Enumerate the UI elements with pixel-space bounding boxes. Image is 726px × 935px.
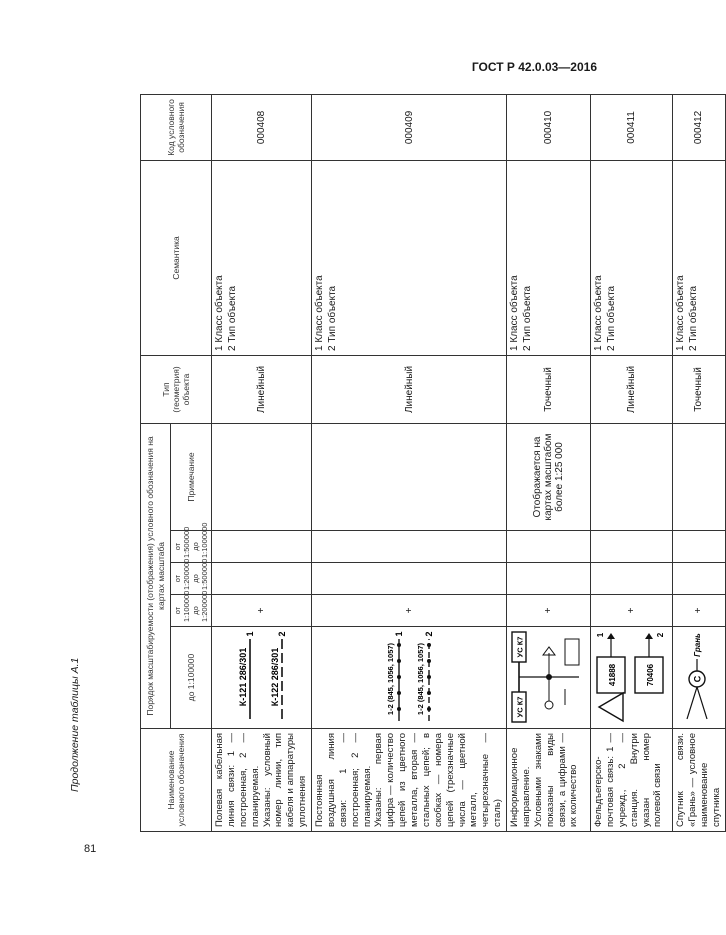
row-name: Постоянная воздушная линия связи: 1 — построенная; 2 — планируемая. Указаны: первая цифра — количество цепей из цветного металла, вторая — стальных цепей; в скобках — номера цепей (трехзначные числа — цветной металл, четырехзначные — сталь): [312, 729, 507, 832]
row-semantics: [212, 160, 312, 355]
mark-1m: [591, 531, 673, 563]
row-code: 000411: [591, 94, 673, 160]
row-code: 000408: [212, 94, 312, 160]
row-semantics: [591, 160, 673, 355]
row-semantics: [673, 160, 726, 355]
symbol-num-2: 2: [423, 631, 434, 638]
row-note: Отображается на картах масштабом более 1:25 000: [507, 423, 591, 530]
header-name: Наименование условного обозначения: [141, 729, 212, 832]
semantics-line-1: 1 Класс объекта: [593, 275, 604, 351]
info-direction-symbol: [507, 627, 591, 729]
row-code: 000409: [312, 94, 507, 160]
semantics-line-2: 2 Тип объекта: [226, 285, 238, 351]
row-name: Фельдъегерско-почтовая связь: 1 — учрежд., 2 — станция. Внутри указан номер полевой связи: [591, 729, 673, 832]
header-scale-500k: от 1:200000 до 1:500000: [171, 563, 212, 595]
courier-mail-symbol: [591, 627, 673, 729]
header-code: Код условного обозначения: [141, 94, 212, 160]
symbol-num-2: 2: [277, 631, 287, 638]
semantics-line-1: 1 Класс объекта: [214, 275, 225, 351]
row-code: 000412: [673, 94, 726, 160]
header-scale-200k: от 1:100000 до 1:200000: [171, 595, 212, 627]
symbol-num-1: 1: [596, 633, 605, 638]
document-code: ГОСТ Р 42.0.03—2016: [471, 60, 597, 74]
table-row: [673, 94, 726, 831]
mark-500k: [673, 563, 726, 595]
symbol-label-1: К-121 286/301: [238, 648, 248, 707]
row-note: [591, 423, 673, 530]
page-number: 81: [84, 843, 97, 855]
symbol-box-2: УС К7: [515, 637, 525, 658]
mark-200k: +: [212, 595, 312, 627]
header-scale-100k: до 1:100000: [171, 627, 212, 729]
rotated-table-container: [140, 95, 722, 832]
symbol-number-2: 70406: [646, 664, 655, 687]
cable-line-symbol: [212, 627, 312, 729]
mark-1m: [507, 531, 591, 563]
row-note: [312, 423, 507, 530]
row-semantics: [312, 160, 507, 355]
row-type: Точечный: [507, 355, 591, 423]
semantics-line-1: 1 Класс объекта: [675, 275, 686, 351]
header-order-group: Порядок масштабируемости (отображения) условного обозначения на картах масштаба: [141, 423, 171, 728]
symbol-num-2: 2: [656, 633, 665, 638]
symbol-num-1: 1: [393, 631, 404, 638]
symbol-table: [140, 94, 726, 832]
symbol-label-2: К-122 286/301: [270, 648, 280, 707]
overhead-line-symbol: [312, 627, 507, 729]
header-type: Тип (геометрия) объекта: [141, 355, 212, 423]
mark-500k: [507, 563, 591, 595]
row-note: [212, 423, 312, 530]
row-note: [673, 423, 726, 530]
header-scale-1m: от 1:500000 до 1:1000000: [171, 531, 212, 563]
mark-200k: +: [312, 595, 507, 627]
row-type: Линейный: [312, 355, 507, 423]
mark-200k: +: [673, 595, 726, 627]
row-name: Полевая кабельная линия связи: 1 — построенная, 2 — планируемая. Указаны: условный номер линии, тип кабеля и аппаратуры уплотнения: [212, 729, 312, 832]
row-name: Спутник связи. «Грань» — условное наименование спутника: [673, 729, 726, 832]
symbol-box-1: УС К7: [515, 697, 525, 718]
row-code: 000410: [507, 94, 591, 160]
satellite-label: Грань: [693, 633, 703, 658]
symbol-label-1: 1-2 (845, 1056, 1057): [385, 643, 395, 716]
row-type: Линейный: [212, 355, 312, 423]
mark-200k: +: [591, 595, 673, 627]
table-row: [212, 94, 312, 831]
row-type: Линейный: [591, 355, 673, 423]
table-row: [591, 94, 673, 831]
symbol-number-1: 41888: [608, 664, 617, 687]
table-continuation-caption: Продолжение таблицы А.1: [69, 657, 81, 792]
semantics-line-2: 2 Тип объекта: [605, 285, 617, 351]
table-row: [312, 94, 507, 831]
row-name: Информационное направление. Условными знаками показаны виды связи, а цифрами — их количество: [507, 729, 591, 832]
mark-500k: [312, 563, 507, 595]
semantics-line-2: 2 Тип объекта: [687, 285, 699, 351]
header-semantics: Семантика: [141, 160, 212, 355]
semantics-line-1: 1 Класс объекта: [314, 275, 325, 351]
mark-200k: +: [507, 595, 591, 627]
semantics-line-2: 2 Тип объекта: [521, 285, 533, 351]
row-semantics: [507, 160, 591, 355]
mark-500k: [212, 563, 312, 595]
header-note: Примечание: [171, 423, 212, 530]
symbol-num-1: 1: [245, 631, 255, 638]
mark-1m: [312, 531, 507, 563]
satellite-letter: С: [692, 676, 703, 683]
semantics-line-2: 2 Тип объекта: [326, 285, 338, 351]
symbol-label-2: 1-2 (845, 1056, 1057): [415, 643, 425, 716]
row-type: Точечный: [673, 355, 726, 423]
table-row: [507, 94, 591, 831]
satellite-symbol: [673, 627, 726, 729]
mark-1m: [673, 531, 726, 563]
mark-500k: [591, 563, 673, 595]
semantics-line-1: 1 Класс объекта: [509, 275, 520, 351]
mark-1m: [212, 531, 312, 563]
